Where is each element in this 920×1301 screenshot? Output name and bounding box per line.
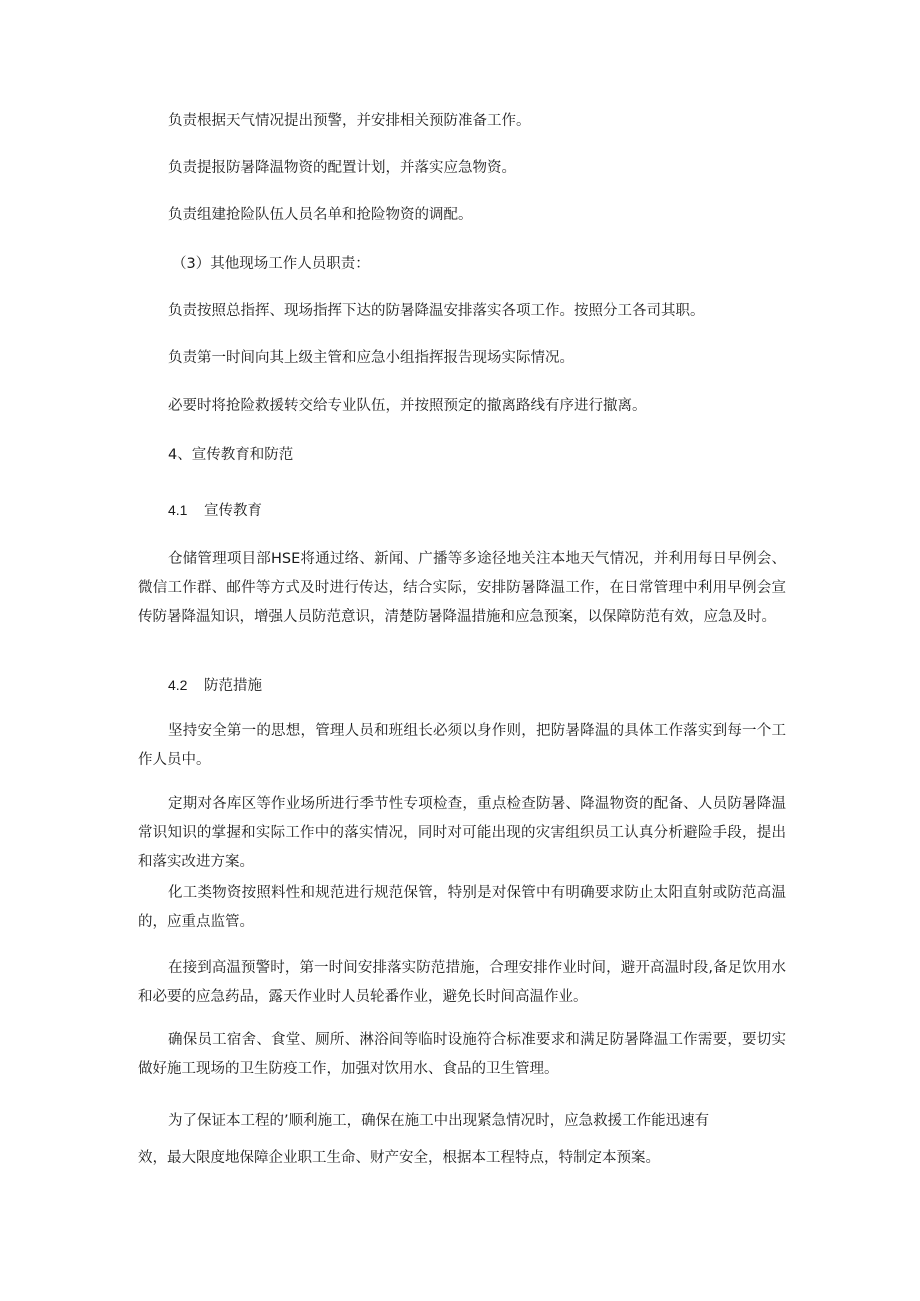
measure-paragraph-heat-warning: 在接到高温预警时，第一时间安排落实防范措施，合理安排作业时间，避开高温时段,备足饮用水和必要的应急药品，露天作业时人员轮番作业，避免长时间高温作业。	[138, 960, 786, 1005]
section-4-2-title: 防范措施	[204, 678, 262, 694]
closing-line-1: 为了保证本工程的’顺利施工，确保在施工中出现紧急情况时，应急救援工作能迅速有	[168, 1113, 710, 1129]
other-staff-line-3: 必要时将抢险救援转交给专业队伍，并按照预定的撤离路线有序进行撤离。	[168, 398, 647, 414]
other-staff-line-2: 负责第一时间向其上级主管和应急小组指挥报告现场实际情况。	[168, 350, 574, 366]
section-4-1-paragraph: 仓储管理项目部HSE将通过络、新闻、广播等多途径地关注本地天气情况，并利用每日早例会、微信工作群、邮件等方式及时进行传达，结合实际，安排防暑降温工作，在日常管理中利用早例会宣传防暑降温知识，增强人员防范意识，清楚防暑降温措施和应急预案，以保障防范有效，应急及时。	[138, 551, 786, 625]
closing-line-2: 效，最大限度地保障企业职工生命、财产安全，根据本工程特点，特制定本预案。	[138, 1150, 660, 1166]
duty-line-rescue-team: 负责组建抢险队伍人员名单和抢险物资的调配。	[168, 207, 473, 223]
other-staff-heading: （3）其他现场工作人员职责：	[172, 256, 370, 272]
section-4-2-number: 4.2	[168, 677, 188, 693]
measure-paragraph-safety-first: 坚持安全第一的思想，管理人员和班组长必须以身作则，把防暑降温的具体工作落实到每一个工作人员中。	[138, 723, 786, 768]
duty-line-supplies-plan: 负责提报防暑降温物资的配置计划，并落实应急物资。	[168, 160, 516, 176]
measure-paragraph-facilities: 确保员工宿舍、食堂、厕所、淋浴间等临时设施符合标准要求和满足防暑降温工作需要，要切实做好施工现场的卫生防疫工作，加强对饮用水、食品的卫生管理。	[138, 1032, 786, 1077]
section-4-2-heading	[168, 675, 262, 696]
section-4-1-heading	[168, 500, 262, 521]
measure-paragraph-chemicals: 化工类物资按照料性和规范进行规范保管，特别是对保管中有明确要求防止太阳直射或防范高温的，应重点监管。	[138, 885, 786, 930]
duty-line-warning: 负责根据天气情况提出预警，并安排相关预防准备工作。	[168, 113, 531, 129]
section-4-title: 4、宣传教育和防范	[168, 447, 294, 463]
measure-paragraph-inspection: 定期对各库区等作业场所进行季节性专项检查，重点检查防暑、降温物资的配备、人员防暑降温常识知识的掌握和实际工作中的落实情况，同时对可能出现的灾害组织员工认真分析避险手段，提出和落实改进方案。	[138, 796, 786, 870]
other-staff-line-1: 负责按照总指挥、现场指挥下达的防暑降温安排落实各项工作。按照分工各司其职。	[168, 303, 705, 319]
section-4-1-title: 宣传教育	[204, 503, 262, 519]
section-4-1-number: 4.1	[168, 502, 188, 518]
